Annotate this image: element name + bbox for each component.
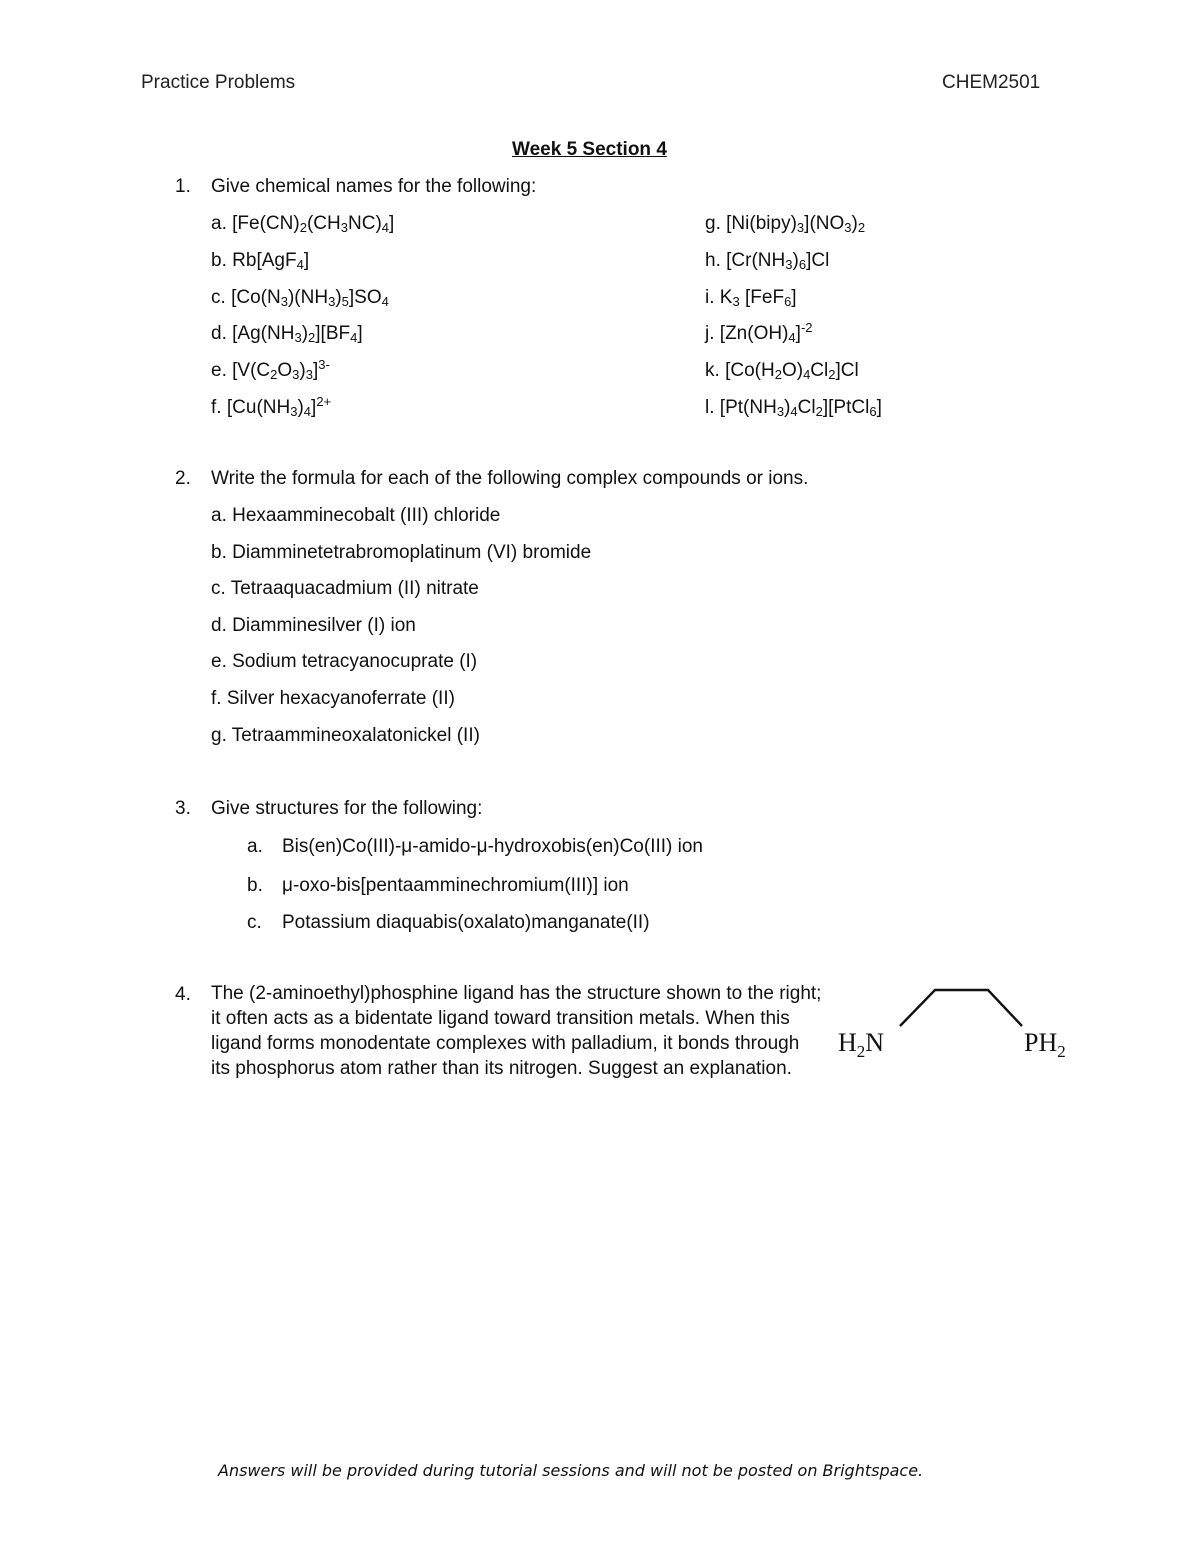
page-title: Week 5 Section 4 bbox=[512, 139, 667, 160]
footer-note: Answers will be provided during tutorial sessions and will not be posted on Brightspace. bbox=[218, 1461, 924, 1480]
chemical-formula: $[Ag(NH_3)_2][BF_4]$ bbox=[232, 323, 363, 345]
item-label: h. bbox=[705, 250, 727, 271]
chemical-formula: $[Ni(bipy)_3](NO_3)_2$ bbox=[726, 213, 866, 235]
q2-item: f. Silver hexacyanoferrate (II) bbox=[211, 688, 455, 709]
q1-left-item bbox=[211, 323, 363, 345]
item-label: e. bbox=[211, 360, 233, 381]
phosphine-group: $PH_2$ bbox=[1024, 1028, 1066, 1061]
item-label: a. bbox=[211, 213, 233, 234]
q4-text: The (2-aminoethyl)phosphine ligand has the structure shown to the right; it often acts as a bidentate ligand toward transition metals. When this ligand forms monodentate complexes with palladium, it bonds through its phosphorus atom rather than its nitrogen. Suggest an explanation. bbox=[211, 983, 822, 1079]
q3-number: 3. bbox=[175, 798, 191, 819]
q3-item-text: Potassium diaquabis(oxalato)manganate(II) bbox=[282, 912, 650, 933]
item-label: i. bbox=[705, 287, 720, 308]
chemical-formula: $[Cu(NH_3)_4]^{2+}$ bbox=[226, 394, 332, 419]
chemical-formula: $[Cr(NH_3)_6]Cl$ bbox=[726, 250, 830, 272]
amine-group: $H_2N$ bbox=[838, 1028, 885, 1061]
q1-right-item bbox=[705, 213, 865, 235]
chemical-formula: $[Co(N_3)(NH_3)_5]SO_4$ bbox=[231, 287, 389, 309]
q2-prompt: Write the formula for each of the following complex compounds or ions. bbox=[211, 468, 809, 489]
q1-left-item bbox=[211, 287, 389, 309]
chemical-formula: $[Fe(CN)_2(CH_3NC)_4]$ bbox=[232, 213, 395, 235]
q2-item: d. Diamminesilver (I) ion bbox=[211, 615, 416, 636]
q1-right-item bbox=[705, 360, 859, 382]
item-label: f. bbox=[211, 397, 227, 418]
q1-left-item bbox=[211, 213, 394, 235]
item-label: b. bbox=[211, 250, 233, 271]
item-label: j. bbox=[705, 323, 720, 344]
q3-item-label: b. bbox=[247, 875, 263, 896]
chemical-formula: $[Zn(OH)_4]^{-2}$ bbox=[719, 320, 813, 345]
chemical-formula: $[V(C_2O_3)_3]^{3-}$ bbox=[232, 357, 330, 382]
q2-item: g. Tetraammineoxalatonickel (II) bbox=[211, 725, 480, 746]
chemical-formula: $K_3$ [FeF$_6$] bbox=[719, 287, 797, 309]
chemical-formula: Rb[AgF$_4$] bbox=[232, 250, 310, 272]
q1-left-item bbox=[211, 357, 330, 382]
q2-item: b. Diamminetetrabromoplatinum (VI) bromide bbox=[211, 542, 592, 563]
q2-item: a. Hexaamminecobalt (III) chloride bbox=[211, 505, 501, 526]
header-right: CHEM2501 bbox=[942, 72, 1041, 93]
q2-item: c. Tetraaquacadmium (II) nitrate bbox=[211, 578, 479, 599]
q3-item-label: c. bbox=[247, 912, 262, 933]
chemical-formula: $[Co(H_2O)_4Cl_2]Cl$ bbox=[725, 360, 859, 382]
item-label: k. bbox=[705, 360, 726, 381]
chemical-formula: $[Pt(NH_3)_4Cl_2][PtCl_6]$ bbox=[719, 397, 882, 419]
item-label: l. bbox=[705, 397, 720, 418]
q1-left-item bbox=[211, 394, 332, 419]
q1-left-item bbox=[211, 250, 309, 272]
q2-item: e. Sodium tetracyanocuprate (I) bbox=[211, 651, 478, 672]
q1-prompt: Give chemical names for the following: bbox=[211, 176, 537, 197]
q3-item-label: a. bbox=[247, 836, 263, 857]
item-label: c. bbox=[211, 287, 232, 308]
q1-right-item bbox=[705, 250, 829, 272]
header-left: Practice Problems bbox=[141, 72, 296, 93]
q1-right-item bbox=[705, 397, 882, 419]
q3-prompt: Give structures for the following: bbox=[211, 798, 483, 819]
item-label: d. bbox=[211, 323, 233, 344]
carbon-chain-bonds bbox=[900, 990, 1022, 1026]
q2-number: 2. bbox=[175, 468, 191, 489]
item-label: g. bbox=[705, 213, 727, 234]
q1-right-item bbox=[705, 320, 813, 345]
q4-number: 4. bbox=[175, 984, 191, 1005]
q1-number: 1. bbox=[175, 176, 191, 197]
q3-item-text: Bis(en)Co(III)-μ-amido-μ-hydroxobis(en)Co(III) ion bbox=[282, 836, 703, 857]
q1-right-item bbox=[705, 287, 797, 309]
q3-item-text: μ-oxo-bis[pentaamminechromium(III)] ion bbox=[282, 875, 629, 896]
